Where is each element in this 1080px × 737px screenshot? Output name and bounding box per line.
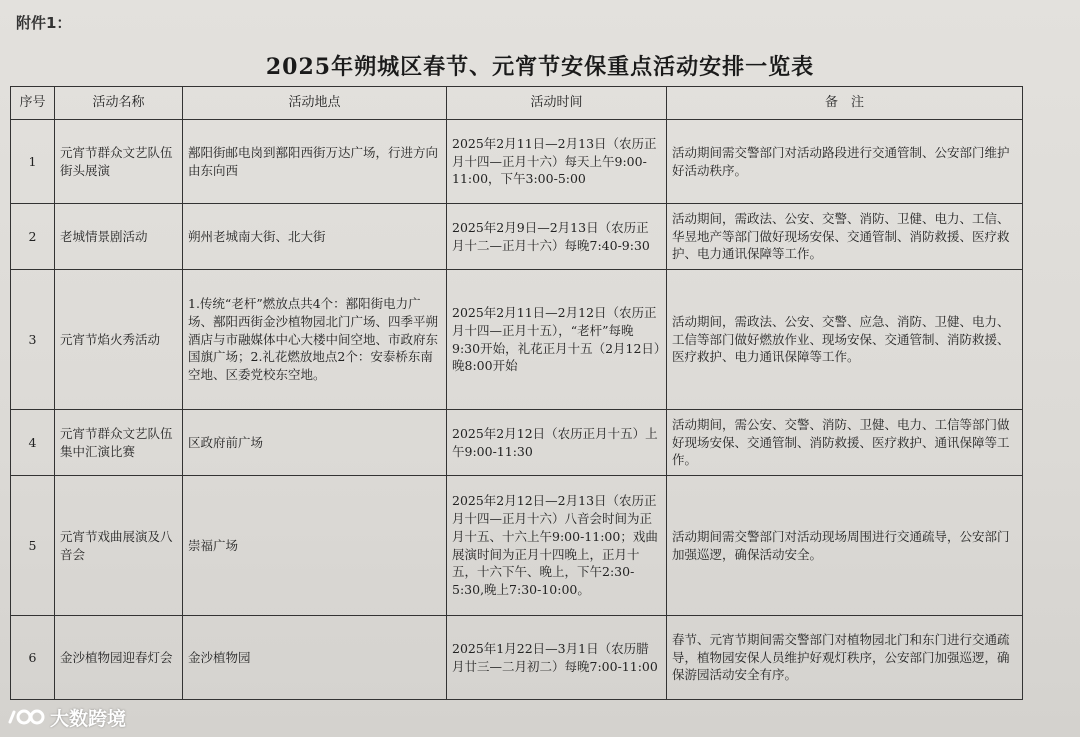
activity-name: 老城情景剧活动 xyxy=(55,204,183,270)
watermark-text: 大数跨境 xyxy=(50,707,127,730)
table-row xyxy=(11,270,1023,410)
activity-remark: 活动期间需交警部门对活动现场周围进行交通疏导，公安部门加强巡逻，确保活动安全。 xyxy=(667,476,1023,616)
activity-name: 金沙植物园迎春灯会 xyxy=(55,616,183,700)
activity-name: 元宵节焰火秀活动 xyxy=(55,270,183,410)
column-header-time: 活动时间 xyxy=(447,87,667,120)
activity-remark: 活动期间，需政法、公安、交警、应急、消防、卫健、电力、工信等部门做好燃放作业、现场安保、交通管制、消防救援、医疗救护、电力通讯保障等工作。 xyxy=(667,270,1023,410)
table-row xyxy=(11,476,1023,616)
activity-location: 金沙植物园 xyxy=(183,616,447,700)
table-row xyxy=(11,410,1023,476)
row-number: 4 xyxy=(11,410,55,476)
activity-location: 鄯阳街邮电岗到鄯阳西街万达广场，行进方向由东向西 xyxy=(183,120,447,204)
column-header-name: 活动名称 xyxy=(55,87,183,120)
activity-table xyxy=(10,86,1023,700)
row-number: 3 xyxy=(11,270,55,410)
activity-location: 崇福广场 xyxy=(183,476,447,616)
activity-remark: 春节、元宵节期间需交警部门对植物园北门和东门进行交通疏导，植物园安保人员维护好观灯秩序，公安部门加强巡逻，确保游园活动安全有序。 xyxy=(667,616,1023,700)
activity-time: 2025年2月11日—2月12日（农历正月十四—正月十五），“老杆”每晚9:30开始，礼花正月十五（2月12日）晚8:00开始 xyxy=(447,270,667,410)
activity-location: 1.传统“老杆”燃放点共4个：鄯阳街电力广场、鄯阳西街金沙植物园北门广场、四季平朔酒店与市融媒体中心大楼中间空地、市政府东国旗广场；2.礼花燃放地点2个：安泰桥东南空地、区委党校东空地。 xyxy=(183,270,447,410)
activity-location: 朔州老城南大街、北大街 xyxy=(183,204,447,270)
activity-name: 元宵节群众文艺队伍街头展演 xyxy=(55,120,183,204)
activity-remark: 活动期间需交警部门对活动路段进行交通管制、公安部门维护好活动秩序。 xyxy=(667,120,1023,204)
infinity-logo-icon xyxy=(6,706,46,728)
row-number: 5 xyxy=(11,476,55,616)
row-number: 6 xyxy=(11,616,55,700)
table-row xyxy=(11,120,1023,204)
activity-time: 2025年2月11日—2月13日（农历正月十四—正月十六）每天上午9:00-11:00，下午3:00-5:00 xyxy=(447,120,667,204)
activity-location: 区政府前广场 xyxy=(183,410,447,476)
watermark xyxy=(6,704,126,730)
attachment-label: 附件1： xyxy=(16,14,72,32)
table-row xyxy=(11,616,1023,700)
table-header-row xyxy=(11,87,1023,120)
activity-name: 元宵节戏曲展演及八音会 xyxy=(55,476,183,616)
activity-time: 2025年1月22日—3月1日（农历腊月廿三—二月初二）每晚7:00-11:00 xyxy=(447,616,667,700)
table-row xyxy=(11,204,1023,270)
activity-time: 2025年2月12日—2月13日（农历正月十四—正月十六）八音会时间为正月十五、十六上午9:00-11:00；戏曲展演时间为正月十四晚上，正月十五，十六下午、晚上，下午2:30-5:30,晚上7:30-10:00。 xyxy=(447,476,667,616)
column-header-location: 活动地点 xyxy=(183,87,447,120)
activity-name: 元宵节群众文艺队伍集中汇演比赛 xyxy=(55,410,183,476)
column-header-no: 序号 xyxy=(11,87,55,120)
activity-time: 2025年2月9日—2月13日（农历正月十二—正月十六）每晚7:40-9:30 xyxy=(447,204,667,270)
page-title: 2025年朔城区春节、元宵节安保重点活动安排一览表 xyxy=(265,54,815,80)
activity-time: 2025年2月12日（农历正月十五）上午9:00-11:30 xyxy=(447,410,667,476)
activity-remark: 活动期间，需公安、交警、消防、卫健、电力、工信等部门做好现场安保、交通管制、消防救援、医疗救护、通讯保障等工作。 xyxy=(667,410,1023,476)
column-header-remark: 备 注 xyxy=(667,87,1023,120)
row-number: 2 xyxy=(11,204,55,270)
row-number: 1 xyxy=(11,120,55,204)
activity-remark: 活动期间，需政法、公安、交警、消防、卫健、电力、工信、华昱地产等部门做好现场安保、交通管制、消防救援、医疗救护、电力通讯保障等工作。 xyxy=(667,204,1023,270)
